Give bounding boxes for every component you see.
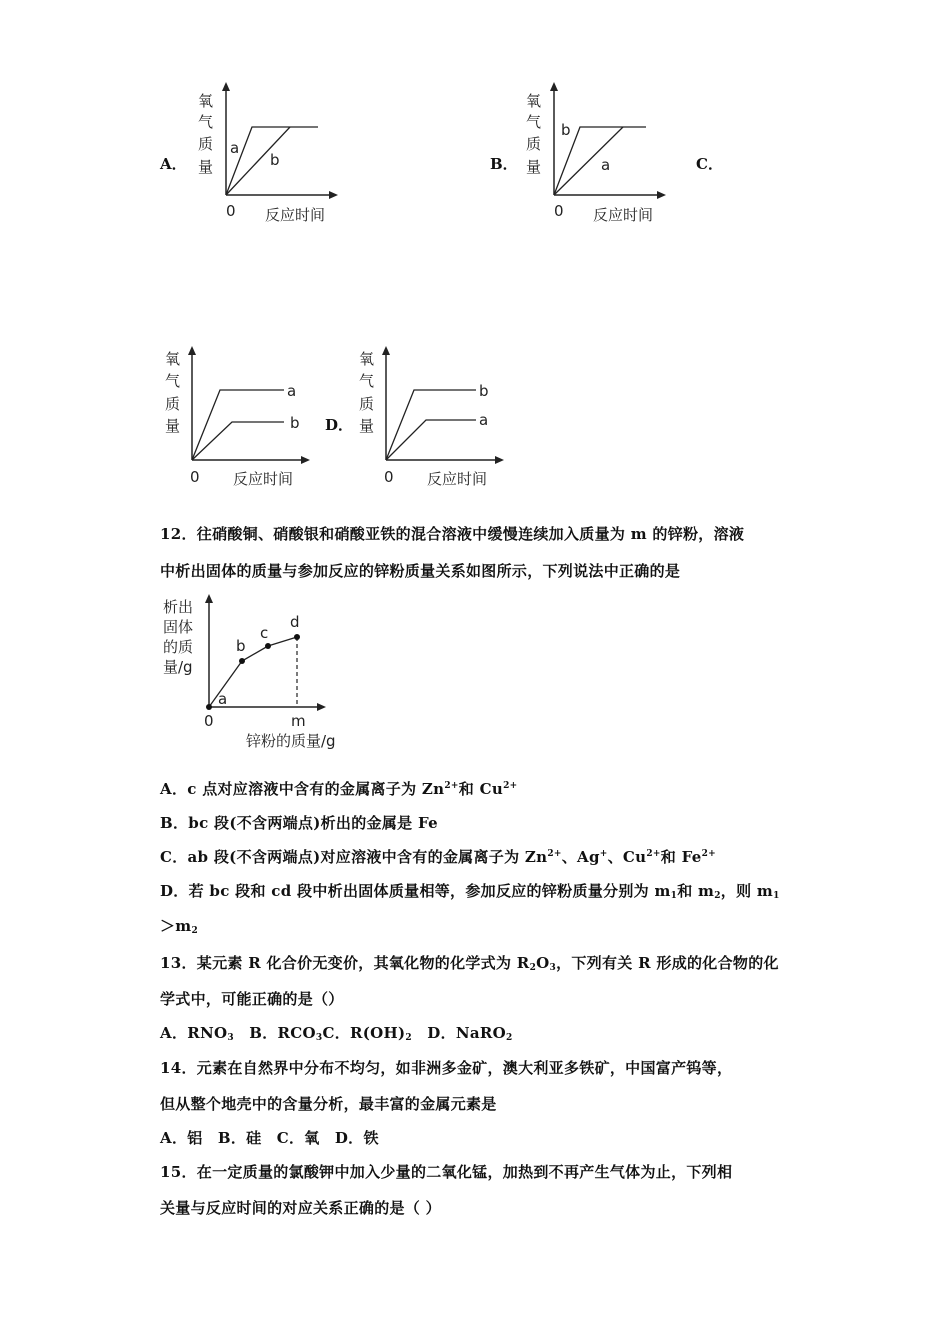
q12-option-c: C．ab 段(不含两端点)对应溶液中含有的金属离子为 $Zn^{2+}$、Ag+、$Cu^{2+}$和 $Fe^{2+}$	[160, 848, 716, 866]
q12-graph	[160, 590, 360, 759]
line-label-upper: a	[287, 382, 297, 400]
x-axis-label: 锌粉的质量/g	[246, 732, 336, 750]
line-label-a: a	[230, 139, 240, 157]
point-label-a: a	[218, 690, 228, 708]
y-label-char: 量	[359, 417, 375, 435]
option-a-letter: A．	[160, 155, 187, 173]
y-label-char: 气	[165, 372, 181, 390]
y-label-char: 量	[165, 417, 181, 435]
y-label-char: 气	[198, 113, 214, 131]
q12-stem-line2: 中析出固体的质量与参加反应的锌粉质量关系如图所示，下列说法中正确的是	[160, 562, 681, 580]
q13-stem-line2: 学式中，可能正确的是（）	[160, 990, 344, 1008]
y-label-line: 量/g	[163, 658, 193, 676]
y-label-char: 氧	[526, 92, 542, 110]
y-label-line: 析出	[163, 598, 194, 616]
q12-option-b: B．bc 段(不含两端点)析出的金属是 Fe	[160, 814, 438, 832]
option-c-letter: C．	[696, 155, 723, 173]
m-label: m	[291, 712, 306, 730]
origin-label: 0	[190, 468, 200, 486]
q14-options: A．铝 B．硅 C．氧 D．铁	[160, 1129, 379, 1147]
option-c-graph	[160, 342, 320, 496]
x-axis-label: 反应时间	[265, 206, 326, 224]
line-label-lower: a	[479, 411, 489, 429]
x-axis-label: 反应时间	[427, 470, 488, 488]
origin-label: 0	[554, 202, 564, 220]
q13-options: A．$RNO_3$ B．$RCO_3C$．$R(OH)_2$ D．NaRO$_2$	[160, 1024, 513, 1043]
line-label-b: b	[270, 151, 280, 169]
point-label-c: c	[260, 624, 269, 642]
y-label-char: 氧	[359, 350, 375, 368]
origin-label: 0	[226, 202, 236, 220]
point-label-b: b	[236, 637, 246, 655]
y-label-char: 质	[165, 395, 181, 413]
y-label-char: 气	[359, 372, 375, 390]
y-label-line: 的质	[163, 638, 194, 656]
origin-label: 0	[384, 468, 394, 486]
q12-option-a: A．c 点对应溶液中含有的金属离子为 $Zn^{2+}$和 $Cu^{2+}$	[160, 780, 518, 798]
option-d-letter: D．	[325, 416, 354, 434]
q14-stem-line1: 14．元素在自然界中分布不均匀，如非洲多金矿，澳大利亚多铁矿，中国富产钨等，	[160, 1059, 733, 1077]
line-label-b: b	[561, 121, 571, 139]
y-label-char: 量	[198, 158, 214, 176]
line-label-upper: b	[479, 382, 489, 400]
point-label-d: d	[290, 613, 300, 631]
line-label-a: a	[601, 156, 611, 174]
q12-option-d-line1: D．若 bc 段和 cd 段中析出固体质量相等，参加反应的锌粉质量分别为 $m_1$和 $m_2$，则 $m_1$	[160, 882, 780, 901]
option-b-graph	[518, 80, 678, 234]
y-label-char: 质	[359, 395, 375, 413]
origin-label: 0	[204, 712, 214, 730]
q13-stem-line1: 13．某元素 R 化合价无变价，其氧化物的化学式为 $R_2O_3$，下列有关 R 形成的化合物的化	[160, 954, 779, 973]
y-label-char: 质	[198, 135, 214, 153]
y-label-line: 固体	[163, 618, 194, 636]
x-axis-label: 反应时间	[233, 470, 294, 488]
x-axis-label: 反应时间	[593, 206, 654, 224]
q15-stem-line1: 15．在一定质量的氯酸钾中加入少量的二氧化锰，加热到不再产生气体为止，下列相	[160, 1163, 733, 1181]
y-label-char: 氧	[198, 92, 214, 110]
q12-option-d-line2: $>m_2$	[160, 917, 199, 936]
option-a-graph	[190, 80, 350, 234]
y-label-char: 氧	[165, 350, 181, 368]
option-b-letter: B．	[490, 155, 518, 173]
y-label-char: 气	[526, 113, 542, 131]
q12-stem-line1: 12．往硝酸铜、硝酸银和硝酸亚铁的混合溶液中缓慢连续加入质量为 m 的锌粉，溶液	[160, 525, 745, 543]
q14-stem-line2: 但从整个地壳中的含量分析，最丰富的金属元素是	[160, 1095, 497, 1113]
option-d-graph	[354, 342, 514, 496]
line-label-lower: b	[290, 414, 300, 432]
q15-stem-line2: 关量与反应时间的对应关系正确的是（ ）	[160, 1199, 441, 1217]
y-label-char: 量	[526, 158, 542, 176]
y-label-char: 质	[526, 135, 542, 153]
